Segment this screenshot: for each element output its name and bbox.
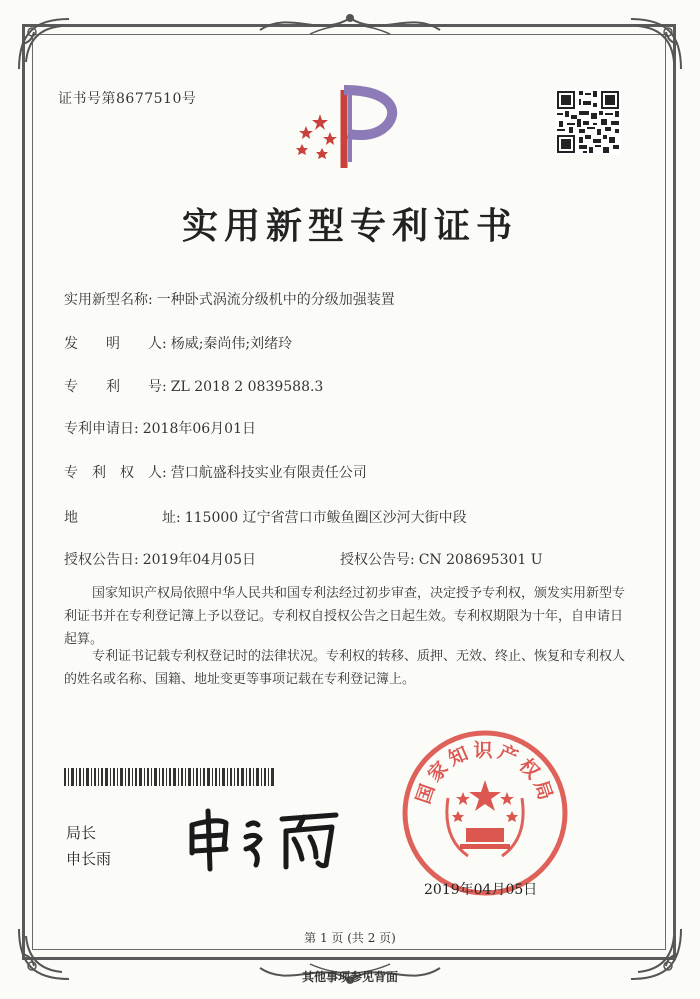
grant-date-value: 2019年04月05日	[142, 552, 256, 568]
field-patentee	[64, 462, 367, 482]
grant-date-label: 授权公告日:	[64, 552, 139, 568]
corner-ornament-top-right	[626, 14, 686, 74]
certificate-statement-paragraph-1: 国家知识产权局依照中华人民共和国专利法经过初步审查，决定授予专利权，颁发实用新型专利证书并在专利登记簿上予以登记。专利权自授权公告之日起生效。专利权期限为十年，自申请日起算。	[64, 586, 626, 647]
patent-number-value: ZL 2018 2 0839588.3	[170, 379, 324, 395]
patentee-label: 专 利 权 人:	[64, 465, 167, 481]
field-grant-number	[340, 549, 543, 569]
name-label: 实用新型名称:	[64, 292, 153, 308]
field-grant-date	[64, 549, 256, 569]
patent-number-label: 专 利 号:	[64, 379, 167, 395]
grant-number-value: CN 208695301 U	[418, 552, 543, 568]
address-label: 地 址:	[64, 510, 181, 526]
barcode	[64, 768, 274, 786]
seal-date: 2019年04月05日	[424, 882, 538, 898]
official-seal	[400, 728, 570, 898]
field-address	[64, 507, 467, 527]
filing-date-value: 2018年06月01日	[142, 421, 256, 437]
top-scroll-ornament	[250, 8, 450, 42]
address-value: 115000 辽宁省营口市鲅鱼圈区沙河大街中段	[184, 510, 467, 526]
qr-code	[555, 89, 621, 155]
director-name: 申长雨	[66, 850, 112, 868]
corner-ornament-top-left	[14, 14, 74, 74]
filing-date-label: 专利申请日:	[64, 421, 139, 437]
director-signature	[186, 803, 346, 873]
page-number: 第 1 页 (共 2 页)	[304, 931, 396, 945]
name-value: 一种卧式涡流分级机中的分级加强装置	[156, 292, 395, 308]
field-patent-number	[64, 376, 323, 396]
seal-text: 国家知识产权局	[412, 739, 558, 807]
patentee-value: 营口航盛科技实业有限责任公司	[170, 465, 367, 481]
footer-note: 其他事项参见背面	[301, 970, 398, 984]
certificate-title: 实用新型专利证书	[181, 205, 518, 247]
field-inventor	[64, 333, 292, 353]
inventor-value: 杨威;秦尚伟;刘绪玲	[170, 336, 293, 352]
field-utility-model-name	[64, 289, 395, 309]
cnipa-logo	[282, 82, 417, 172]
field-filing-date	[64, 418, 256, 438]
inventor-label: 发 明 人:	[64, 336, 167, 352]
certificate-statement-paragraph-2: 专利证书记载专利权登记时的法律状况。专利权的转移、质押、无效、终止、恢复和专利权人的姓名或名称、国籍、地址变更等事项记载在专利登记簿上。	[64, 649, 626, 687]
grant-number-label: 授权公告号:	[340, 552, 415, 568]
certificate-number: 证书号第8677510号	[58, 91, 197, 107]
director-title: 局长	[66, 824, 97, 842]
